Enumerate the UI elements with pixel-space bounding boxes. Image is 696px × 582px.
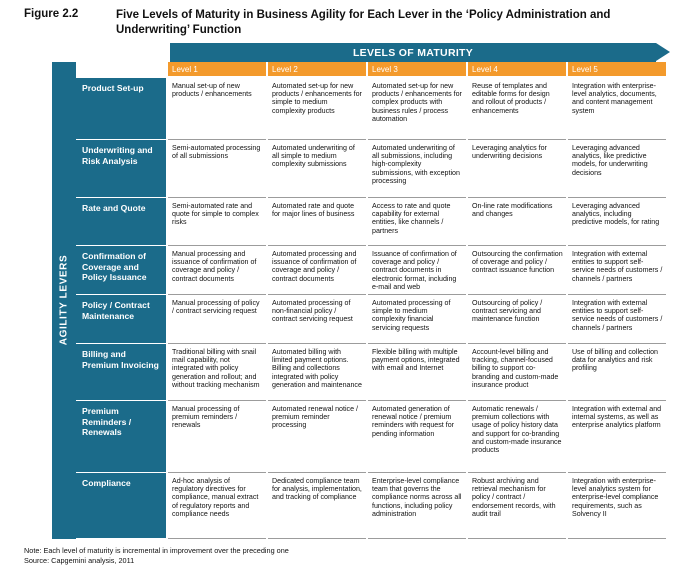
lever-label: Billing and Premium Invoicing xyxy=(76,344,166,401)
header-corner xyxy=(76,62,166,78)
lever-label: Rate and Quote xyxy=(76,198,166,246)
level-header: Level 5 xyxy=(568,62,666,78)
footnote xyxy=(24,546,289,566)
levels-of-maturity-banner: LEVELS OF MATURITY xyxy=(170,43,656,62)
table-cell: Automated generation of renewal notice / premium reminders with request for pending information xyxy=(368,401,466,473)
table-cell: Automatic renewals / premium collections with usage of policy history data and support for co-branding and custom-made insurance products xyxy=(468,401,566,473)
table-cell: Outsourcing the confirmation of coverage and policy / contract issuance function xyxy=(468,246,566,295)
table-cell: Manual processing and issuance of confirmation of coverage and policy / contract documents xyxy=(168,246,266,295)
table-cell: Integration with external entities to support self-service needs of customers / channels / partners xyxy=(568,246,666,295)
table-cell: Automated set-up for new products / enhancements for simple to medium complexity products xyxy=(268,78,366,140)
note-text: Note: Each level of maturity is incremental in improvement over the preceding one xyxy=(24,546,289,555)
lever-label: Compliance xyxy=(76,473,166,539)
table-cell: Ad-hoc analysis of regulatory directives for compliance, manual extract of regulatory reports and compliance needs xyxy=(168,473,266,539)
table-cell: Integration with external and internal systems, as well as enterprise analytics platform xyxy=(568,401,666,473)
table-cell: Manual processing of policy / contract servicing request xyxy=(168,295,266,344)
table-cell: Automated processing and issuance of confirmation of coverage and policy / contract documents xyxy=(268,246,366,295)
table-cell: Automated underwriting of all simple to medium complexity submissions xyxy=(268,140,366,198)
table-cell: Automated billing with limited payment options. Billing and collections integrated with policy generation and maintenance xyxy=(268,344,366,401)
table-cell: Flexible billing with multiple payment options, integrated with email and Internet xyxy=(368,344,466,401)
table-cell: Automated underwriting of all submissions, including high-complexity submissions, with exception processing xyxy=(368,140,466,198)
table-cell: Integration with external entities to support self-service needs of customers / channels / partners xyxy=(568,295,666,344)
table-cell: Access to rate and quote capability for external entities, like channels / partners xyxy=(368,198,466,246)
table-cell: Automated processing of simple to medium complexity financial servicing requests xyxy=(368,295,466,344)
table-cell: Manual processing of premium reminders / renewals xyxy=(168,401,266,473)
table-cell: On-line rate modifications and changes xyxy=(468,198,566,246)
lever-label: Confirmation of Coverage and Policy Issuance xyxy=(76,246,166,295)
table-cell: Semi-automated rate and quote for simple to complex risks xyxy=(168,198,266,246)
table-cell: Enterprise-level compliance team that governs the compliance norms across all functions, including policy administration xyxy=(368,473,466,539)
maturity-table xyxy=(76,62,666,539)
level-header: Level 1 xyxy=(168,62,266,78)
table-cell: Integration with enterprise-level analytics system for enterprise-level compliance requirements, such as Solvency II xyxy=(568,473,666,539)
table-cell: Leveraging advanced analytics, like predictive models, for underwriting decisions xyxy=(568,140,666,198)
table-cell: Integration with enterprise-level analytics, documents, and content management system xyxy=(568,78,666,140)
levels-arrow-icon xyxy=(656,43,670,61)
lever-label: Premium Reminders / Renewals xyxy=(76,401,166,473)
table-cell: Traditional billing with snail mail capability, not integrated with policy generation and rollout; and without tracking mechanism xyxy=(168,344,266,401)
figure-label: Figure 2.2 xyxy=(24,8,79,20)
table-cell: Issuance of confirmation of coverage and policy / contract documents in electronic format, including e-mail and web xyxy=(368,246,466,295)
lever-label: Policy / Contract Maintenance xyxy=(76,295,166,344)
table-cell: Semi-automated processing of all submissions xyxy=(168,140,266,198)
table-cell: Outsourcing of policy / contract servicing and maintenance function xyxy=(468,295,566,344)
level-header: Level 4 xyxy=(468,62,566,78)
table-cell: Dedicated compliance team for analysis, implementation, and tracking of compliance xyxy=(268,473,366,539)
figure-title: Five Levels of Maturity in Business Agility for Each Lever in the ‘Policy Administration and Underwriting’ Function xyxy=(116,9,611,36)
table-cell: Account-level billing and tracking, channel-focused billing to support co-branding and custom-made insurance product xyxy=(468,344,566,401)
table-cell: Leveraging analytics for underwriting decisions xyxy=(468,140,566,198)
table-cell: Leveraging advanced analytics, including predictive models, for rating xyxy=(568,198,666,246)
lever-label: Underwriting and Risk Analysis xyxy=(76,140,166,198)
source-text: Source: Capgemini analysis, 2011 xyxy=(24,556,135,565)
table-cell: Automated rate and quote for major lines of business xyxy=(268,198,366,246)
level-header: Level 3 xyxy=(368,62,466,78)
table-cell: Robust archiving and retrieval mechanism for policy / contract / endorsement records, with audit trail xyxy=(468,473,566,539)
table-cell: Reuse of templates and editable forms for design and rollout of products / enhancements xyxy=(468,78,566,140)
table-cell: Use of billing and collection data for analytics and risk profiling xyxy=(568,344,666,401)
table-cell: Automated processing of non-financial policy / contract servicing request xyxy=(268,295,366,344)
table-cell: Manual set-up of new products / enhancements xyxy=(168,78,266,140)
level-header: Level 2 xyxy=(268,62,366,78)
table-cell: Automated set-up for new products / enhancements for complex products with business rules / process automation xyxy=(368,78,466,140)
lever-label: Product Set-up xyxy=(76,78,166,140)
agility-levers-label: AGILITY LEVERS xyxy=(58,254,70,346)
table-cell: Automated renewal notice / premium reminder processing xyxy=(268,401,366,473)
